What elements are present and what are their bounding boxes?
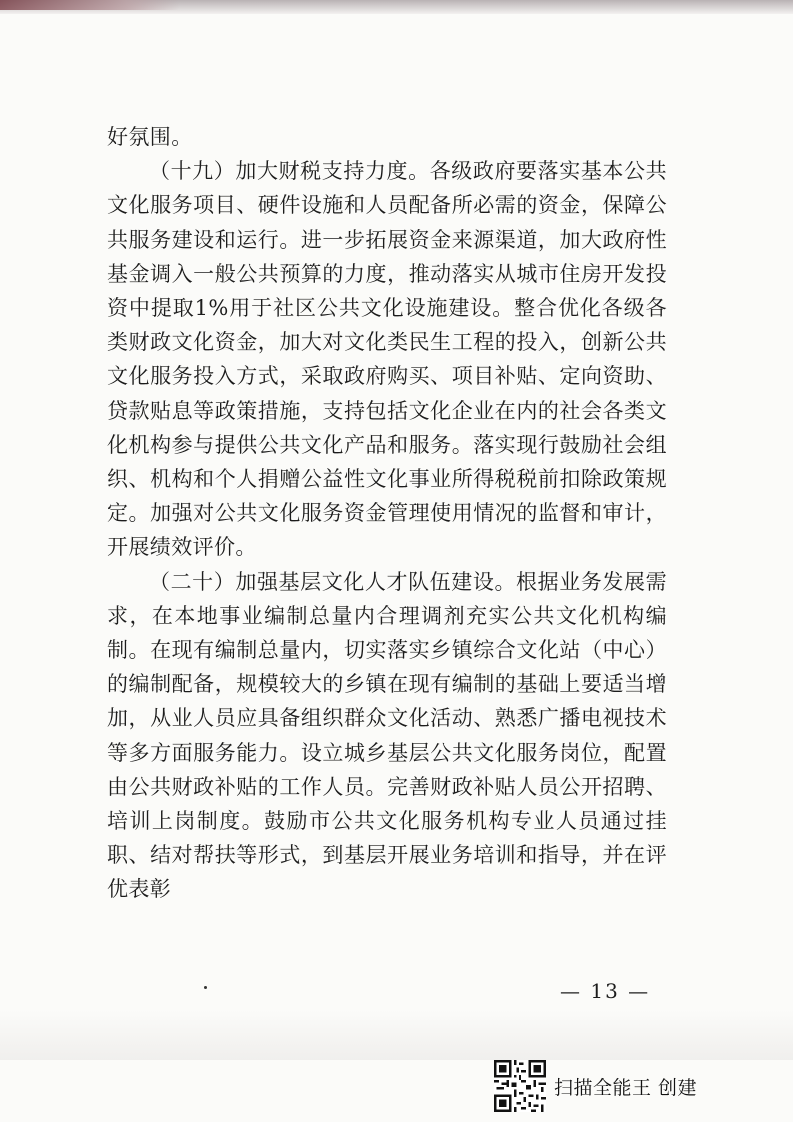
scanner-watermark <box>494 1058 697 1114</box>
section-heading-19: （十九）加大财税支持力度。 <box>149 159 430 184</box>
scan-edge-mark <box>0 0 180 10</box>
scan-speck <box>204 986 207 989</box>
qr-code-icon <box>494 1060 546 1112</box>
paragraph-section-20 <box>107 565 667 907</box>
paragraph-continuation <box>107 120 667 154</box>
paragraph-text: 好氛围。 <box>107 125 193 149</box>
document-body <box>107 120 667 907</box>
paragraph-text: 各级政府要落实基本公共文化服务项目、硬件设施和人员配备所必需的资金，保障公共服务建设和运行。进一步拓展资金来源渠道，加大政府性基金调入一般公共预算的力度，推动落实从城市住房开发投资中提取1%用于社区公共文化设施建设。整合优化各级各类财政文化资金，加大对文化类民生工程的投入，创新公共文化服务投入方式，采取政府购买、项目补贴、定向资助、贷款贴息等政策措施，支持包括文化企业在内的社会各类文化机构参与提供公共文化产品和服务。落实现行鼓励社会组织、机构和个人捐赠公益性文化事业所得税税前扣除政策规定。加强对公共文化服务资金管理使用情况的监督和审计，开展绩效评价。 <box>107 159 667 560</box>
paragraph-text: 根据业务发展需求，在本地事业编制总量内合理调剂充实公共文化机构编制。在现有编制总量内，切实落实乡镇综合文化站（中心）的编制配备，规模较大的乡镇在现有编制的基础上要适当增加，从业人员应具备组织群众文化活动、熟悉广播电视技术等多方面服务能力。设立城乡基层公共文化服务岗位，配置由公共财政补贴的工作人员。完善财政补贴人员公开招聘、培训上岗制度。鼓励市公共文化服务机构专业人员通过挂职、结对帮扶等形式，到基层开展业务培训和指导，并在评优表彰 <box>107 569 667 902</box>
section-heading-20: （二十）加强基层文化人才队伍建设。 <box>149 569 517 594</box>
paragraph-section-19 <box>107 154 667 564</box>
page-number: — 13 — <box>560 979 651 1003</box>
scan-bottom-shadow <box>0 1010 793 1060</box>
watermark-text: 扫描全能王 创建 <box>554 1076 698 1099</box>
